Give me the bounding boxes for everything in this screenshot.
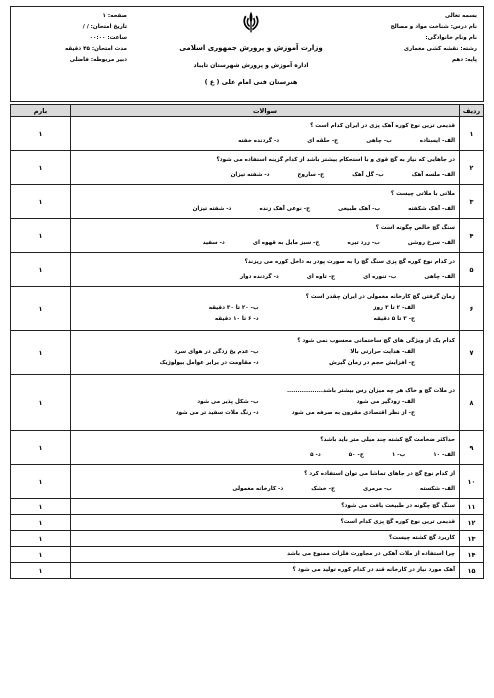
question-number: ۱۲: [460, 515, 484, 531]
question-text: در ملات گچ و خاک هر چه میزان رس بیشتر باشد.................: [286, 388, 455, 394]
question-number: ۱۰: [460, 465, 484, 499]
question-text: آهک مورد نیاز در کارخانه قند در کدام کوره تولید می شود ؟: [292, 567, 455, 573]
answer-option[interactable]: ج- نوعی آهک زنده: [259, 205, 311, 212]
bismillah: بسمه تعالی: [444, 13, 477, 19]
answer-option[interactable]: ب- عدم یخ زدگی در هوای سرد: [174, 349, 259, 355]
question-text: سنگ گچ چگونه در طبیعت یافت می شود؟: [341, 503, 455, 509]
answer-option[interactable]: الف- زودگیر می شود: [356, 399, 415, 405]
question-row: [11, 117, 484, 151]
answer-option[interactable]: ج- سبز مایل به قهوه ای: [252, 239, 320, 246]
questions-column-header: سوالات: [71, 105, 460, 117]
question-cell: [71, 331, 460, 375]
question-row: [11, 185, 484, 219]
question-score: ۱: [11, 515, 71, 531]
question-row: [11, 331, 484, 375]
answer-option[interactable]: الف- آهک شکفته: [408, 205, 455, 212]
answer-option[interactable]: د- سفید: [202, 239, 225, 246]
questions-body: [11, 117, 484, 579]
question-row: [11, 499, 484, 515]
header-center: [176, 9, 326, 88]
answer-option[interactable]: ب- مرمری: [363, 485, 392, 492]
answer-options: [75, 204, 455, 215]
answer-option[interactable]: د- شفته تیزان: [192, 205, 232, 212]
question-row: [11, 547, 484, 563]
question-row: [11, 431, 484, 465]
question-cell: [71, 531, 460, 547]
answer-option[interactable]: الف- شکسته: [419, 485, 455, 492]
answer-options: [75, 238, 455, 249]
question-score: ۱: [11, 287, 71, 331]
question-number: ۱۱: [460, 499, 484, 515]
question-cell: [71, 547, 460, 563]
answer-option[interactable]: ب- ۱: [391, 451, 406, 458]
answer-options: [75, 303, 455, 325]
answer-option[interactable]: د- کارخانه معمولی: [232, 485, 284, 492]
exam-duration: مدت امتحان: ۴۵ دقیقه: [64, 46, 127, 52]
question-number: ۱۵: [460, 563, 484, 579]
question-number: ۲: [460, 151, 484, 185]
answer-options: [75, 272, 455, 283]
question-cell: [71, 563, 460, 579]
page-number: صفحه: ۱: [102, 13, 127, 19]
question-row: [11, 253, 484, 287]
question-cell: [71, 465, 460, 499]
answer-option[interactable]: ب- تنوره ای: [363, 273, 397, 280]
question-score: ۱: [11, 499, 71, 515]
answer-option[interactable]: ج- ساروج: [297, 171, 325, 178]
answer-option[interactable]: ب- آهک طبیعی: [338, 205, 381, 212]
question-cell: [71, 185, 460, 219]
answer-option[interactable]: د- رنگ ملات سفید تر می شود: [175, 410, 259, 416]
question-score: ۱: [11, 185, 71, 219]
question-text: در جاهایی که نیاز به گچ قوی و با استحکام بیشتر باشد از کدام گزینه استفاده می شود؟: [216, 156, 455, 163]
question-score: ۱: [11, 253, 71, 287]
table-header-row: [11, 105, 484, 117]
answer-option[interactable]: الف- هدایت حرارتی بالا: [350, 349, 415, 355]
answer-option[interactable]: ج- ۵۰: [348, 451, 364, 458]
grade-level: پایه: دهم: [451, 57, 477, 63]
question-text: در کدام نوع کوره گچ پزی سنگ گچ را به صورت پودر به داخل کوره می ریزند؟: [244, 258, 455, 265]
question-text: قدیمی ترین نوع کوره گچ پزی کدام است؟: [340, 519, 455, 525]
question-row: [11, 219, 484, 253]
question-row: [11, 375, 484, 431]
question-number: ۱۳: [460, 531, 484, 547]
answer-option[interactable]: د- ۵: [310, 451, 321, 458]
question-score: ۱: [11, 331, 71, 375]
answer-options: [75, 397, 455, 419]
answer-option[interactable]: ج- حلقه ای: [307, 137, 339, 144]
question-row: [11, 531, 484, 547]
answer-option[interactable]: ب- ۲۰ تا ۳۰ دقیقه: [208, 305, 259, 311]
answer-option[interactable]: د- ۶ تا ۱۰ دقیقه: [214, 316, 259, 322]
question-text: کدام یک از ویژگی های گچ ساختمانی محسوب نمی شود ؟: [297, 338, 455, 344]
answer-option[interactable]: ج- ۳ تا ۵ دقیقه: [373, 316, 415, 322]
answer-option[interactable]: د- گردنده دوار: [239, 273, 279, 280]
teacher-name: دبیر مربوطه: فاضلی: [69, 57, 127, 63]
answer-option[interactable]: د- گردنده خفته: [238, 137, 280, 144]
answer-option[interactable]: الف- سرخ روشن: [407, 239, 455, 246]
school-name: هنرستان فنی امام علی ( ع ): [204, 78, 298, 86]
field-name: رشته: نقشه کشی معماری: [403, 46, 477, 52]
row-column-header: ردیف: [460, 105, 484, 117]
answer-option[interactable]: ب- شکل پذیر می شود: [197, 399, 259, 405]
question-number: ۴: [460, 219, 484, 253]
lesson-name: نام درس: شناخت مواد و مصالح: [390, 24, 477, 30]
header-info-right: [317, 11, 477, 66]
answer-option[interactable]: ج- خشک: [311, 485, 336, 492]
question-score: ۱: [11, 219, 71, 253]
question-number: ۱: [460, 117, 484, 151]
answer-option[interactable]: الف- ملسه آهک: [411, 171, 455, 178]
answer-option[interactable]: الف- ۲ تا ۳ روز: [373, 305, 415, 311]
question-row: [11, 287, 484, 331]
question-cell: [71, 151, 460, 185]
question-score: ۱: [11, 431, 71, 465]
question-cell: [71, 431, 460, 465]
answer-option[interactable]: ج- افزایش حجم در زمان گیرش: [329, 360, 415, 366]
answer-option[interactable]: الف- ایستاده: [419, 137, 455, 144]
answer-options: [75, 170, 455, 181]
question-score: ۱: [11, 531, 71, 547]
answer-option[interactable]: الف- چاهی: [424, 273, 455, 280]
answer-option[interactable]: الف- ۱۰: [433, 451, 455, 458]
question-score: ۱: [11, 465, 71, 499]
question-score: ۱: [11, 563, 71, 579]
iran-emblem-icon: [238, 9, 264, 35]
question-text: چرا استفاده از ملات آهکی در مجاورت فلزات ممنوع می باشد: [287, 551, 455, 557]
answer-options: [75, 136, 455, 147]
question-number: ۸: [460, 375, 484, 431]
answer-option[interactable]: ب- گل آهک: [352, 171, 384, 178]
question-cell: [71, 515, 460, 531]
question-row: [11, 515, 484, 531]
question-cell: [71, 117, 460, 151]
question-cell: [71, 375, 460, 431]
question-cell: [71, 287, 460, 331]
exam-date: تاریخ امتحان: / /: [82, 24, 127, 30]
question-text: کاربرد گچ کشته چیست؟: [389, 535, 455, 541]
ministry-title: وزارت آموزش و پرورش جمهوری اسلامی: [179, 44, 323, 52]
answer-option[interactable]: ج- از نظر اقتصادی مقرون به صرفه می شود: [291, 410, 415, 416]
answer-options: [75, 347, 455, 369]
question-score: ۱: [11, 547, 71, 563]
answer-option[interactable]: د- مقاومت در برابر عوامل بیولوژیک: [159, 360, 259, 366]
question-cell: [71, 499, 460, 515]
question-number: ۶: [460, 287, 484, 331]
score-column-header: بارم: [11, 105, 71, 117]
question-text: سنگ گچ خالص چگونه است ؟: [375, 224, 455, 231]
question-score: ۱: [11, 117, 71, 151]
question-cell: [71, 253, 460, 287]
exam-time: ساعت: ۰۰:۰۰: [89, 35, 127, 41]
question-row: [11, 563, 484, 579]
questions-table: [10, 104, 484, 579]
answer-options: [75, 450, 455, 461]
answer-options: [75, 484, 455, 495]
answer-option[interactable]: ج- تاوه ای: [306, 273, 336, 280]
answer-option[interactable]: د- شفته تیزان: [230, 171, 270, 178]
header-info-left: [17, 11, 127, 66]
question-number: ۱۴: [460, 547, 484, 563]
exam-header: [10, 6, 484, 102]
question-number: ۳: [460, 185, 484, 219]
question-row: [11, 151, 484, 185]
question-number: ۵: [460, 253, 484, 287]
question-text: زمان گرفتن گچ کارخانه معمولی در ایران چقدر است ؟: [305, 294, 455, 300]
question-text: قدیمی ترین نوع کوره آهک پزی در ایران کدام است ؟: [310, 122, 455, 129]
question-text: از کدام نوع گچ در جاهای تماشا می توان استفاده کرد ؟: [304, 470, 455, 477]
question-number: ۹: [460, 431, 484, 465]
question-score: ۱: [11, 375, 71, 431]
question-text: ملاتی با ملاتی چیست ؟: [390, 190, 455, 197]
question-score: ۱: [11, 151, 71, 185]
question-cell: [71, 219, 460, 253]
student-name-field: نام ونام خانوادگی:: [425, 35, 477, 41]
question-row: [11, 465, 484, 499]
answer-option[interactable]: ب- چاهی: [366, 137, 392, 144]
answer-option[interactable]: ب- زرد تیره: [347, 239, 380, 246]
department-title: اداره آموزش و پرورش شهرستان تایباد: [193, 62, 309, 69]
question-number: ۷: [460, 331, 484, 375]
question-text: حداکثر ضخامت گچ کشته چند میلی متر باید باشد؟: [320, 436, 455, 443]
